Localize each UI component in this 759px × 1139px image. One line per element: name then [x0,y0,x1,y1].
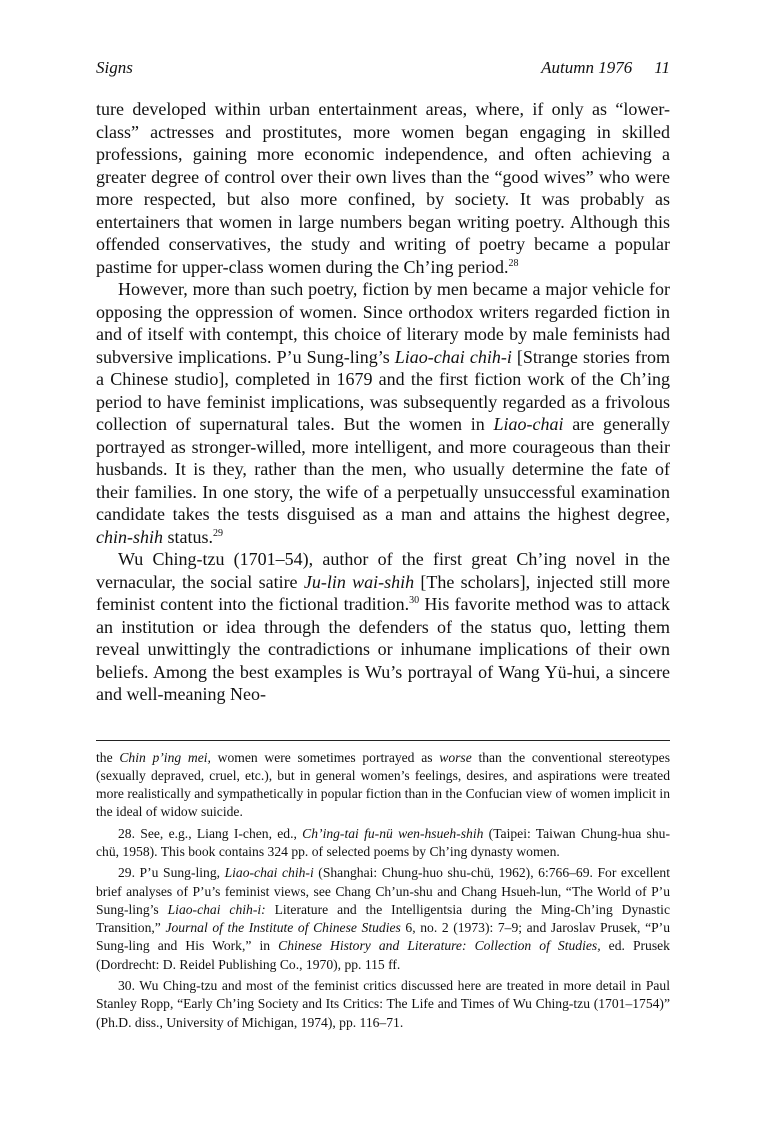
footnote-continued-text-a: the [96,749,120,765]
footnote-28-title: Ch’ing-tai fu-nü wen-hsueh-shih [302,825,484,841]
paragraph-2 [96,278,670,548]
paragraph-2-text-a: However, more than such poetry, fiction by men became a major vehicle for opposing the oppression of women. Since orthodox writers regarded fiction in and of itself with contempt, this choice of literary mode by male feminists had subversive implications. P’u Sung-ling’s [96,279,670,367]
issue-date: Autumn 1976 [541,58,633,77]
journal-name: Signs [96,58,133,77]
footnote-29-journal: Journal of the Institute of Chinese Studies [165,920,401,936]
footnote-29-text-a: 29. P’u Sung-ling, [118,865,225,881]
paragraph-1-text: ture developed within urban entertainment areas, where, if only as “lower-class” actresses and prostitutes, more women began engaging in skilled professions, gaining more economic independence, and often achieving a greater degree of control over their own lives than the “good wives” who were more respected, but also more confined, by society. It was probably as entertainers that women in large numbers began writing poetry. Although this offended conservatives, the study and writing of poetry became a popular pastime for upper-class women during the Ch’ing period. [96,99,670,277]
footnote-continued-text-b: women were sometimes portrayed as [210,749,440,765]
paragraph-3-text-a: Wu Ching-tzu (1701–54), author of the first great Ch’ing novel in the vernacular, the social satire [96,549,670,592]
title-ju-lin-wai-shih: Ju-lin wai-shih [303,571,415,592]
footnote-29-text-b: (Shanghai: Chung-huo shu-chü, 1962), 6:766–69. For excellent brief analyses of P’u’s feminist views, see Chang Ch’un-shu and Chang Hsueh-lun, “The World of P’u Sung-ling’s [96,865,670,917]
journal-page [96,56,670,1032]
footnote-continued [96,749,670,822]
footnote-29 [96,864,670,974]
paragraph-2-text-b: [Strange stories from a Chinese studio], completed in 1679 and the first fiction work of the Ch’ing period to have feminist implications, was subsequently regarded as a frivolous collection of supernatural tales. But the women in [96,346,670,434]
footnotes [96,749,670,1032]
emphasis-worse: worse [439,749,472,765]
footnote-29-title-2: Liao-chai chih-i: [167,901,266,917]
paragraph-2-text-d: status. [163,526,214,547]
body-text [96,98,670,706]
footnote-28-text-b: (Taipei: Taiwan Chung-hua shu-chü, 1958). This book contains 324 pp. of selected poems by Ch’ing dynasty women. [96,825,670,859]
footnote-29-text-c: Literature and the Intelligentsia during the Ming-Ch’ing Dynastic Transition,” [96,901,670,936]
paragraph-3-text-c: His favorite method was to attack an institution or idea through the defenders of the status quo, letting them reveal unwittingly the contradictions or inhumane implications of their own beliefs. Among the best examples is Wu’s portrayal of Wang Yü-hui, a sincere and well-meaning Neo- [96,594,670,704]
footnote-28 [96,825,670,862]
footnote-28-text-a: 28. See, e.g., Liang I-chen, ed., [118,825,303,841]
footnote-29-book: Chinese History and Literature: Collection of Studies, [278,938,601,954]
footnote-ref-28[interactable]: 28 [508,257,519,269]
page-number: 11 [654,58,670,77]
footnote-divider [96,740,670,741]
footnote-30 [96,977,670,1032]
title-chin-ping-mei: Chin p’ing mei, [119,749,211,765]
title-liao-chai-chih-i: Liao-chai chih-i [394,346,512,367]
footnote-ref-29[interactable]: 29 [213,527,224,539]
footnote-29-text-e: ed. Prusek (Dordrecht: D. Reidel Publishing Co., 1970), pp. 115 ff. [96,938,670,972]
footnote-ref-30[interactable]: 30 [409,595,420,606]
footnote-29-text-d: 6, no. 2 (1973): 7–9; and Jaroslav Prusek, “P’u Sung-ling and His Work,” in [96,920,670,954]
paragraph-1 [96,98,670,278]
footnote-30-text: 30. Wu Ching-tzu and most of the feminist critics discussed here are treated in more detail in Paul Stanley Ropp, “Early Ch’ing Society and Its Critics: The Life and Times of Wu Ching-tzu (1701–1754)” (Ph.D. diss., University of Michigan, 1974), pp. 116–71. [96,978,670,1030]
footnote-29-title-1: Liao-chai chih-i [224,865,314,881]
paragraph-2-text-c: are generally portrayed as stronger-willed, more intelligent, and more courageous than their husbands. It is they, rather than the men, who usually determine the fate of their families. In one story, the wife of a perpetually unsuccessful examination candidate takes the tests disguised as a man and attains the highest degree, [96,414,670,524]
paragraph-3 [96,548,670,706]
paragraph-3-text-b: [The scholars], injected still more feminist content into the fictional tradition. [96,571,670,614]
title-liao-chai: Liao-chai [493,414,564,434]
running-head-right [541,56,670,80]
running-head [96,56,670,86]
footnote-continued-text-c: than the conventional stereotypes (sexually depraved, cruel, etc.), but in general women’s feelings, desires, and aspirations were treated more realistically and sympathetically in popular fiction than in the Confucian view of women implicit in the ideal of widow suicide. [96,749,670,820]
term-chin-shih: chin-shih [96,526,163,547]
